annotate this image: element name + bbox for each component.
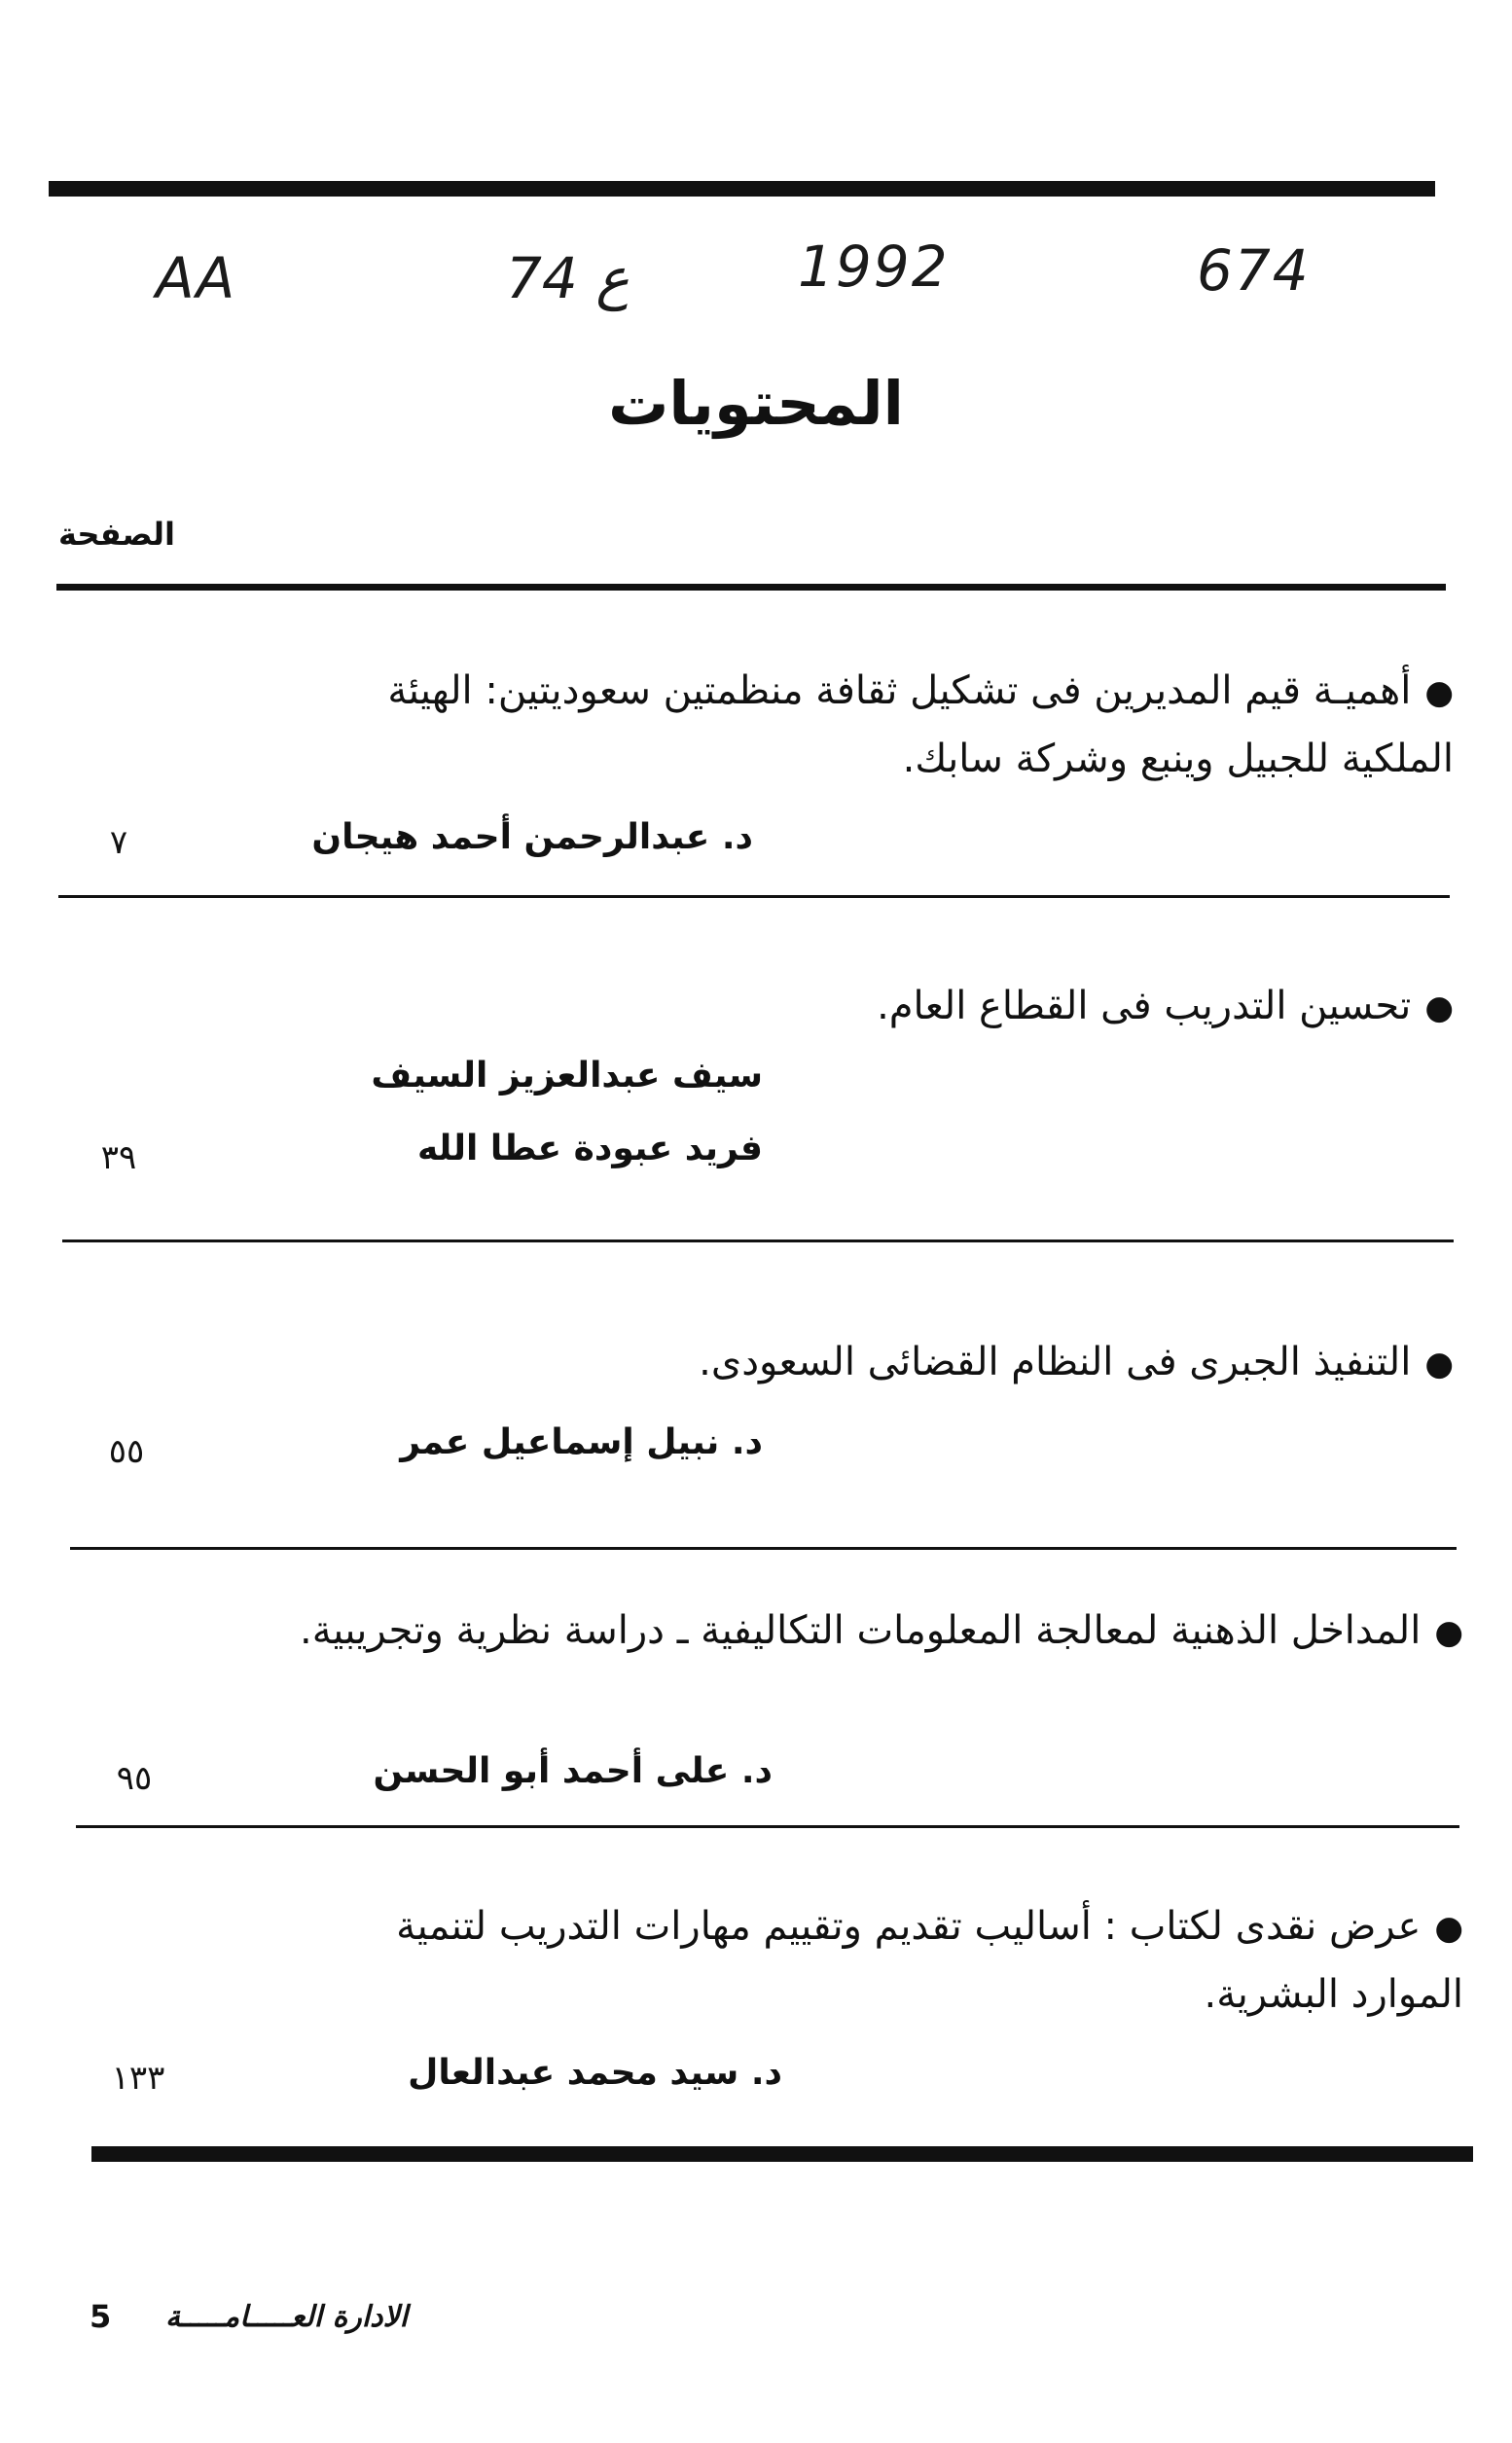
header-rule [56, 584, 1446, 591]
page-title: المحتويات [608, 368, 904, 439]
handwritten-number: 674 [1197, 237, 1311, 304]
entry-author: د. عبدالرحمن أحمد هيجان [311, 817, 753, 857]
entry-title-text: عرض نقدى لكتاب : أساليب تقديم وتقييم مهارات التدريب لتنمية الموارد البشرية. [396, 1904, 1463, 2017]
bullet-icon: ● [1424, 988, 1454, 1027]
entry-title [276, 1329, 1454, 1397]
entry-title [276, 973, 1454, 1041]
entry-title-text: أهميـة قيم المديرين فى تشكيل ثقافة منظمتين سعوديتين: الهيئة الملكية للجبيل وينبع وشركة سابك. [387, 668, 1454, 781]
entry-divider [70, 1547, 1457, 1550]
bottom-rule [91, 2146, 1473, 2162]
handwritten-issue: 74 ع [506, 245, 630, 311]
bullet-icon: ● [1424, 673, 1454, 712]
entry-divider [58, 895, 1450, 898]
entry-page-number: ٩٥ [116, 1759, 153, 1798]
entry-page-number: ٣٩ [100, 1138, 137, 1177]
entry-author: د. نبيل إسماعيل عمر [400, 1422, 763, 1462]
bullet-icon: ● [1434, 1613, 1463, 1652]
entry-title-text: التنفيذ الجبرى فى النظام القضائى السعودى. [699, 1340, 1412, 1384]
bullet-icon: ● [1434, 1909, 1463, 1948]
entry-author: فريد عبودة عطا الله [416, 1129, 763, 1168]
entry-title [276, 658, 1454, 792]
top-rule [49, 181, 1435, 197]
entry-title [296, 1893, 1463, 2028]
entry-divider [76, 1825, 1459, 1828]
footer-page-number: 5 [90, 2298, 112, 2335]
entry-title-text: تحسين التدريب فى القطاع العام. [877, 984, 1412, 1028]
page-column-label: الصفحة [58, 516, 176, 553]
footer-journal-name: الادارة العـــــامـــــة [165, 2300, 408, 2334]
entry-page-number: ٧ [109, 823, 128, 862]
entry-author: د. على أحمد أبو الحسن [373, 1751, 773, 1791]
bullet-icon: ● [1424, 1345, 1454, 1383]
entry-title [296, 1598, 1463, 1666]
handwritten-code: AA [156, 245, 237, 311]
entry-author: سيف عبدالعزيز السيف [371, 1056, 763, 1096]
entry-divider [62, 1239, 1454, 1242]
entry-page-number: ١٣٣ [111, 2059, 165, 2098]
entry-author: د. سيد محمد عبدالعال [408, 2053, 782, 2093]
handwritten-year: 1992 [798, 234, 950, 300]
entry-title-text: المداخل الذهنية لمعالجة المعلومات التكاليفية ـ دراسة نظرية وتجريبية. [299, 1608, 1422, 1653]
entry-page-number: ٥٥ [108, 1432, 145, 1471]
